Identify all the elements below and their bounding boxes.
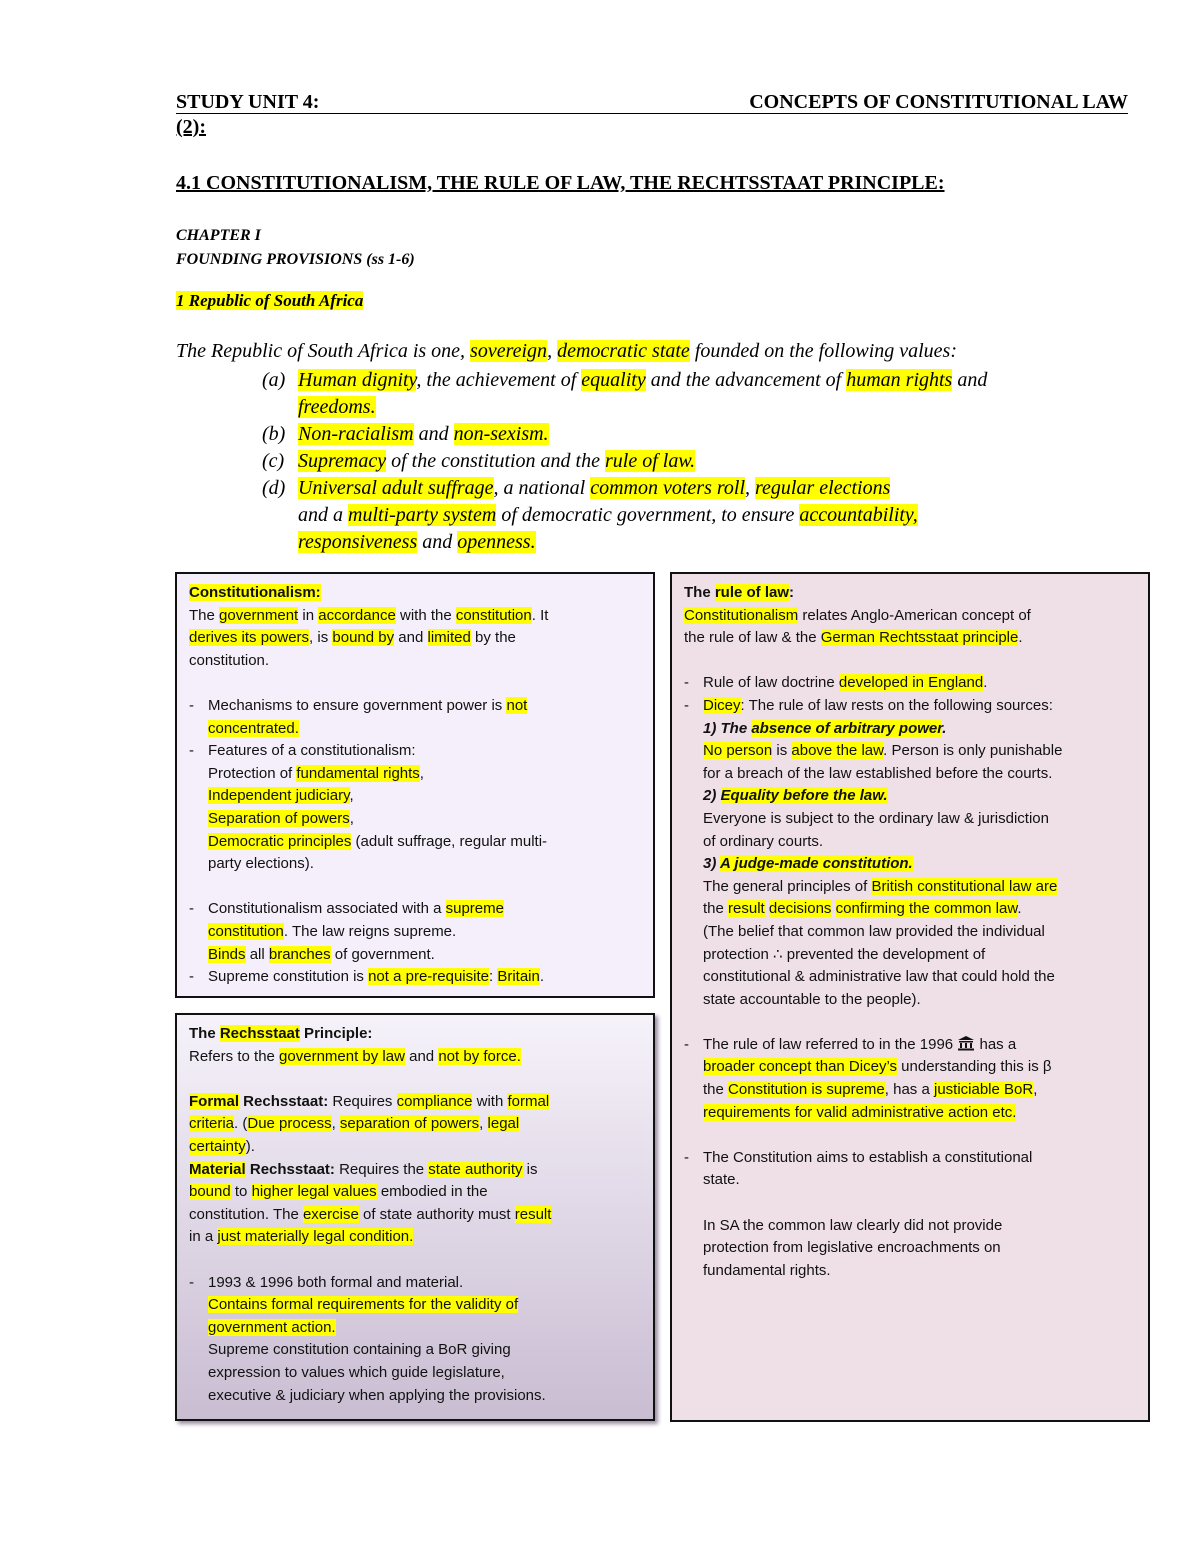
text-run: responsiveness (298, 531, 418, 553)
republic-heading-text: 1 Republic of South Africa (176, 291, 364, 310)
text-run: . (942, 719, 947, 737)
text-run: just materially legal condition. (217, 1228, 414, 1246)
text-run: The (684, 584, 715, 601)
text-run: , the achievement of (416, 369, 582, 391)
spacer (189, 672, 641, 695)
text-line (703, 763, 1136, 786)
text-line (208, 898, 641, 921)
text-run: Binds (208, 945, 246, 963)
text-run: The (189, 606, 220, 624)
dash-bullet: - (189, 742, 194, 760)
text-run: Protection of (208, 764, 297, 782)
text-run: . (539, 968, 545, 986)
text-line (703, 876, 1136, 899)
text-run: compliance (396, 1092, 473, 1110)
text-run: , (1033, 1081, 1038, 1099)
text-run: bound by (332, 629, 395, 647)
text-run: the rule of law & the (684, 629, 821, 647)
text-run: . (1018, 629, 1023, 647)
text-run: not by force. (438, 1047, 521, 1065)
bullet-item (684, 695, 1136, 1011)
chapter-subtitle: FOUNDING PROVISIONS (ss 1-6) (176, 251, 415, 268)
text-run: . (1017, 900, 1022, 918)
text-run: Constitution is supreme (728, 1081, 885, 1099)
text-run: Equality before the law. (720, 787, 888, 805)
text-line (208, 1339, 641, 1362)
text-run: legal (487, 1115, 520, 1133)
dash-bullet: - (684, 696, 689, 714)
text-line (703, 1260, 1136, 1283)
bullet-item (189, 1272, 641, 1408)
text-run: and (394, 629, 428, 647)
text-line (189, 1181, 641, 1204)
text-run: Principle: (299, 1025, 373, 1042)
text-run: and (417, 531, 458, 553)
text-run: concentrated. (208, 719, 299, 737)
text-line (703, 989, 1136, 1012)
text-run: Supremacy (298, 450, 387, 472)
bullet-item (189, 966, 641, 989)
text-run: developed in England (838, 674, 984, 692)
text-run: Constitutionalism (684, 606, 799, 624)
founding-value-item (262, 421, 987, 448)
text-run: higher legal values (251, 1183, 377, 1201)
paragraph (189, 1046, 641, 1069)
text-run: Contains formal requirements for the validity of (208, 1296, 519, 1314)
text-run: , (349, 809, 354, 827)
text-line (208, 763, 641, 786)
text-run: of the constitution and the (386, 450, 605, 472)
text-run: , (331, 1115, 340, 1133)
spacer (189, 1249, 641, 1272)
dash-bullet: - (189, 900, 194, 918)
text-run: of ordinary courts. (703, 832, 824, 850)
text-run: : (488, 968, 498, 986)
text-run: German Rechtsstaat principle (820, 629, 1019, 647)
text-run: 2) (703, 787, 721, 805)
text-run: not a pre-requisite (368, 968, 489, 986)
text-run: In SA the common law clearly did not provide (703, 1216, 1003, 1234)
text-run: : (789, 584, 795, 601)
text-run: formal (507, 1092, 550, 1110)
text-run: justiciable BoR (933, 1081, 1034, 1099)
text-run: branches (268, 945, 331, 963)
text-line (703, 831, 1136, 854)
text-run: The Constitution aims to establish a constitutional (703, 1148, 1033, 1166)
value-label: (a) (262, 369, 286, 391)
text-run: ). (245, 1137, 255, 1155)
spacer (684, 1011, 1136, 1034)
founding-values-intro (176, 340, 957, 363)
text-run: criteria (189, 1115, 235, 1133)
paragraph (684, 605, 1136, 650)
text-run: Requires (328, 1092, 397, 1110)
text-run: Refers to the (189, 1047, 280, 1065)
text-run: by the (470, 629, 516, 647)
text-run: No person (703, 742, 773, 760)
text-run: 1) The (703, 719, 752, 737)
text-run: constitutional & administrative law that could hold the (703, 968, 1055, 986)
text-run: state accountable to the people). (703, 990, 921, 1008)
text-line (703, 808, 1136, 831)
text-line (208, 1272, 641, 1295)
text-line (208, 1317, 641, 1340)
text-run: constitution (208, 922, 284, 940)
text-run: , a national (493, 477, 591, 499)
text-run: Requires the (334, 1160, 429, 1178)
text-line (703, 740, 1136, 763)
founding-value-item (262, 448, 987, 475)
text-run: Formal (189, 1092, 240, 1110)
text-run: Separation of powers (208, 809, 350, 827)
text-run: certainty (189, 1137, 246, 1155)
text-line (703, 898, 1136, 921)
chapter-number: CHAPTER I (176, 227, 261, 244)
rechtsstaat-box (175, 1013, 655, 1421)
text-run: separation of powers (339, 1115, 480, 1133)
text-line (189, 1091, 641, 1114)
text-run: is (522, 1160, 538, 1178)
text-run: rule of law (714, 584, 790, 601)
text-run: freedoms. (298, 396, 376, 418)
text-run: the (703, 900, 729, 918)
text-run: government (219, 606, 299, 624)
text-run: rule of law. (605, 450, 696, 472)
text-run: Rule of law doctrine (703, 674, 839, 692)
text-line (703, 966, 1136, 989)
text-run: . ( (234, 1115, 248, 1133)
text-run: with (472, 1092, 508, 1110)
dash-bullet: - (684, 674, 689, 692)
text-run: The general principles of (703, 877, 872, 895)
text-run: founded on the following values: (689, 340, 957, 362)
text-run: Human dignity (298, 369, 417, 391)
text-run: all (245, 945, 269, 963)
text-line (208, 831, 641, 854)
text-run: derives its powers (189, 629, 310, 647)
text-run: Independent judiciary (208, 787, 350, 805)
text-run: executive & judiciary when applying the provisions. (208, 1386, 546, 1404)
text-line (208, 1294, 641, 1317)
text-run: Rechsstaat: (245, 1160, 335, 1178)
text-run: A judge-made constitution. (719, 855, 913, 873)
text-run: , (349, 787, 354, 805)
text-run: decisions (768, 900, 832, 918)
dash-bullet: - (684, 1148, 689, 1166)
text-run: constitution. The (189, 1205, 303, 1223)
founding-value-item (262, 475, 987, 556)
text-line (189, 605, 641, 628)
text-run: Universal adult suffrage (298, 477, 494, 499)
indented-paragraph (684, 1215, 1136, 1283)
text-run: fundamental rights. (703, 1261, 831, 1279)
text-run: Material (189, 1160, 246, 1178)
bullet-item (189, 898, 641, 966)
text-run (831, 900, 835, 917)
text-run: , (547, 340, 558, 362)
text-line (703, 1147, 1136, 1170)
text-line (189, 1204, 641, 1227)
text-run: understanding this is β (897, 1058, 1052, 1076)
bullet-item (684, 1147, 1136, 1192)
text-line (208, 740, 641, 763)
dash-bullet: - (189, 968, 194, 986)
text-line (208, 808, 641, 831)
text-line (703, 695, 1136, 718)
rechtsstaat-heading (189, 1023, 641, 1046)
text-run: 1993 & 1996 both formal and material. (208, 1273, 464, 1291)
text-run: (The belief that common law provided the individual (703, 922, 1045, 940)
text-run: . It (531, 606, 549, 624)
republic-heading (176, 291, 363, 311)
founding-value-item (262, 367, 987, 421)
text-run: state authority (428, 1160, 523, 1178)
text-run: to (230, 1183, 252, 1201)
text-line (703, 853, 1136, 876)
text-run: for a breach of the law established before the courts. (703, 764, 1053, 782)
text-line (189, 1136, 641, 1159)
text-run: Rechsstaat: (239, 1092, 329, 1110)
text-run: and a (298, 504, 348, 526)
text-run: and (952, 369, 988, 391)
text-run: Supreme constitution containing a BoR giving (208, 1341, 511, 1359)
text-run: , (419, 764, 424, 782)
text-line (208, 944, 641, 967)
text-run: expression to values which guide legislature, (208, 1363, 505, 1381)
text-line (208, 718, 641, 741)
text-line (189, 627, 641, 650)
text-line (703, 1169, 1136, 1192)
value-label: (d) (262, 477, 286, 499)
text-run: , has a (884, 1081, 934, 1099)
spacer (189, 876, 641, 899)
paragraph (189, 1091, 641, 1249)
text-run: government by law (279, 1047, 405, 1065)
text-run: Supreme constitution is (208, 968, 369, 986)
text-run: confirming the common law (835, 900, 1018, 918)
text-line (703, 944, 1136, 967)
text-run: and (404, 1047, 439, 1065)
text-run: Non-racialism (298, 423, 414, 445)
text-run: constitution (455, 606, 532, 624)
rechtsstaat-body (189, 1046, 641, 1408)
rule-of-law-box (670, 572, 1150, 1422)
text-run: constitution. (189, 651, 270, 669)
text-run: absence of arbitrary power (751, 719, 943, 737)
text-run: bound (189, 1183, 231, 1201)
text-run: accordance (318, 606, 396, 624)
text-run: multi-party system (348, 504, 497, 526)
text-run: and the advancement of (645, 369, 847, 391)
unit-topic-title: CONCEPTS OF CONSTITUTIONAL LAW (749, 91, 1128, 113)
text-run: British constitutional law are (871, 877, 1058, 895)
text-line (703, 1237, 1136, 1260)
constitutionalism-heading-text: Constitutionalism: (189, 584, 321, 601)
text-run: requirements for valid administrative action etc. (703, 1103, 1017, 1121)
text-run: has a (975, 1035, 1017, 1053)
text-run: in (298, 606, 319, 624)
text-run: equality (581, 369, 646, 391)
text-line (208, 1362, 641, 1385)
text-run: of state authority must (358, 1205, 515, 1223)
text-line (208, 1385, 641, 1408)
text-run: democratic state (557, 340, 690, 362)
text-run: and (413, 423, 454, 445)
bullet-item (684, 1034, 1136, 1124)
text-run: protection from legislative encroachments on (703, 1239, 1001, 1257)
text-line (703, 921, 1136, 944)
text-run: Democratic principles (208, 832, 352, 850)
text-line (208, 921, 641, 944)
text-run: above the law (791, 742, 884, 760)
text-line (703, 718, 1136, 741)
constitutionalism-body (189, 605, 641, 989)
text-run: . (983, 674, 988, 692)
text-run: with the (395, 606, 456, 624)
text-line (703, 1056, 1136, 1079)
text-line (703, 1215, 1136, 1238)
text-run: (adult suffrage, regular multi- (351, 832, 548, 850)
text-run: the (703, 1081, 729, 1099)
text-line (189, 650, 641, 673)
text-run: supreme (445, 900, 504, 918)
text-run: human rights (846, 369, 953, 391)
section-title: 4.1 CONSTITUTIONALISM, THE RULE OF LAW, THE RECHTSSTAAT PRINCIPLE: (176, 172, 945, 194)
text-run: , is (309, 629, 333, 647)
dash-bullet: - (684, 1035, 689, 1053)
text-run: Mechanisms to ensure government power is (208, 696, 507, 714)
text-run: of democratic government, to ensure (496, 504, 800, 526)
text-line (703, 1102, 1136, 1125)
text-run: fundamental rights (296, 764, 420, 782)
text-run: . Person is only punishable (883, 742, 1063, 760)
unit-topic-title-continued: (2): (176, 116, 206, 138)
text-run: sovereign (470, 340, 548, 362)
dash-bullet: - (189, 696, 194, 714)
value-label: (c) (262, 450, 285, 472)
text-run: broader concept than Dicey’s (703, 1058, 898, 1076)
rule-of-law-heading (684, 582, 1136, 605)
text-run: , (745, 477, 756, 499)
spacer (684, 1192, 1136, 1215)
value-label: (b) (262, 423, 286, 445)
text-run: 3) (703, 855, 720, 873)
text-line (208, 853, 641, 876)
text-run: Britain (497, 968, 540, 986)
text-run: Constitutionalism associated with a (208, 900, 446, 918)
text-line (703, 1034, 1136, 1057)
text-run: The Republic of South Africa is one, (176, 340, 471, 362)
text-run: relates Anglo-American concept of (798, 606, 1031, 624)
text-run: , (479, 1115, 488, 1133)
constitutionalism-heading (189, 582, 641, 605)
text-run: not (506, 696, 528, 714)
study-unit-title: STUDY UNIT 4: (176, 91, 320, 113)
text-line (208, 785, 641, 808)
building-icon (957, 1035, 975, 1051)
text-line (208, 966, 641, 989)
text-line (703, 672, 1136, 695)
text-run: exercise (302, 1205, 359, 1223)
text-line (189, 1046, 641, 1069)
text-line (189, 1113, 641, 1136)
text-run: embodied in the (376, 1183, 488, 1201)
spacer (189, 1068, 641, 1091)
text-run: The rule of law referred to in the 1996 (703, 1035, 958, 1053)
text-run: : The rule of law rests on the following sources: (740, 696, 1053, 714)
text-line (684, 627, 1136, 650)
text-line (684, 605, 1136, 628)
title-rule (176, 113, 1128, 114)
text-run: openness. (457, 531, 536, 553)
text-line (189, 1159, 641, 1182)
dash-bullet: - (189, 1273, 194, 1291)
bullet-item (189, 695, 641, 740)
text-run: in a (189, 1228, 218, 1246)
text-line (208, 695, 641, 718)
paragraph (189, 605, 641, 673)
rule-of-law-body (684, 605, 1136, 1283)
text-run: non-sexism. (453, 423, 549, 445)
text-run: party elections). (208, 855, 314, 873)
spacer (684, 650, 1136, 673)
constitutionalism-box (175, 572, 655, 998)
text-run: Features of a constitutionalism: (208, 742, 416, 760)
text-run: accountability, (799, 504, 918, 526)
text-run: state. (703, 1171, 740, 1189)
spacer (684, 1124, 1136, 1147)
text-run: result (514, 1205, 552, 1223)
text-run: government action. (208, 1318, 336, 1336)
text-run: result (728, 900, 765, 918)
text-run: Due process (247, 1115, 332, 1133)
text-line (189, 1226, 641, 1249)
founding-values-list (262, 367, 987, 556)
bullet-item (189, 740, 641, 876)
text-run: The (189, 1025, 220, 1042)
text-run: limited (427, 629, 471, 647)
text-run: Everyone is subject to the ordinary law & jurisdiction (703, 809, 1049, 827)
chapter-heading (176, 224, 415, 272)
text-run: regular elections (755, 477, 891, 499)
text-run: Dicey (703, 696, 741, 714)
text-run: Rechsstaat (219, 1025, 300, 1042)
text-run: is (772, 742, 792, 760)
bullet-item (684, 672, 1136, 695)
text-line (703, 785, 1136, 808)
text-run: common voters roll (590, 477, 746, 499)
text-run: of government. (330, 945, 435, 963)
text-run: protection ∴ prevented the development of (703, 945, 986, 963)
text-line (703, 1079, 1136, 1102)
text-run: . The law reigns supreme. (283, 922, 457, 940)
